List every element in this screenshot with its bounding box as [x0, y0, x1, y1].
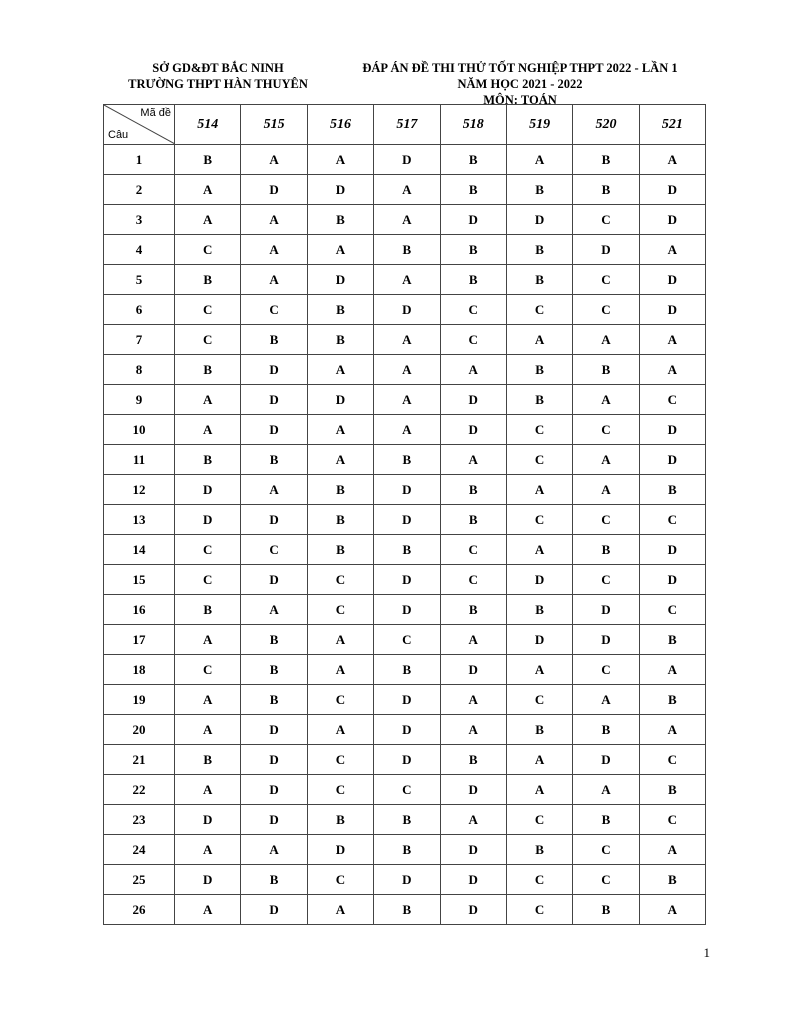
- answer-cell: C: [506, 295, 572, 325]
- table-row: [104, 805, 706, 835]
- question-number: 19: [104, 685, 175, 715]
- answer-cell: A: [241, 475, 307, 505]
- answer-cell: A: [241, 235, 307, 265]
- answer-cell: D: [639, 175, 705, 205]
- answer-cell: B: [440, 505, 506, 535]
- answer-cell: B: [506, 385, 572, 415]
- answer-cell: B: [639, 775, 705, 805]
- answer-cell: B: [639, 475, 705, 505]
- answer-cell: C: [175, 655, 241, 685]
- answer-cell: D: [241, 505, 307, 535]
- answer-cell: B: [175, 745, 241, 775]
- answer-cell: C: [573, 835, 639, 865]
- answer-cell: C: [506, 685, 572, 715]
- answer-cell: D: [440, 385, 506, 415]
- answer-cell: A: [374, 385, 440, 415]
- answer-cell: B: [573, 805, 639, 835]
- answer-cell: D: [241, 355, 307, 385]
- answer-cell: C: [639, 595, 705, 625]
- answer-cell: D: [241, 805, 307, 835]
- answer-cell: D: [175, 475, 241, 505]
- answer-cell: A: [307, 655, 373, 685]
- answer-cell: B: [506, 835, 572, 865]
- answer-cell: B: [307, 325, 373, 355]
- question-number: 26: [104, 895, 175, 925]
- exam-code-header: 514: [175, 105, 241, 145]
- answer-cell: B: [639, 625, 705, 655]
- question-number: 13: [104, 505, 175, 535]
- answer-cell: D: [241, 385, 307, 415]
- answer-cell: A: [241, 595, 307, 625]
- answer-cell: A: [175, 715, 241, 745]
- answer-cell: B: [573, 535, 639, 565]
- answer-cell: D: [374, 295, 440, 325]
- table-row: [104, 355, 706, 385]
- answer-cell: D: [573, 625, 639, 655]
- subject: MÔN: TOÁN: [483, 93, 557, 107]
- answer-cell: D: [506, 625, 572, 655]
- question-number: 20: [104, 715, 175, 745]
- answer-cell: D: [175, 805, 241, 835]
- answer-cell: B: [573, 895, 639, 925]
- table-row: [104, 865, 706, 895]
- answer-cell: D: [374, 565, 440, 595]
- answer-cell: A: [506, 745, 572, 775]
- exam-title: ĐÁP ÁN ĐỀ THI THỬ TỐT NGHIỆP THPT 2022 - LẦN 1: [362, 61, 678, 75]
- answer-cell: A: [241, 835, 307, 865]
- answer-cell: B: [175, 145, 241, 175]
- answer-cell: B: [374, 835, 440, 865]
- answer-cell: C: [374, 775, 440, 805]
- answer-cell: B: [506, 235, 572, 265]
- answer-cell: B: [374, 895, 440, 925]
- answer-cell: D: [440, 865, 506, 895]
- question-number: 9: [104, 385, 175, 415]
- question-number: 23: [104, 805, 175, 835]
- answer-cell: A: [374, 205, 440, 235]
- table-header-row: [104, 105, 706, 145]
- answer-cell: A: [506, 475, 572, 505]
- answer-cell: C: [241, 535, 307, 565]
- answer-cell: D: [241, 175, 307, 205]
- answer-cell: A: [506, 145, 572, 175]
- answer-cell: B: [175, 445, 241, 475]
- question-number: 6: [104, 295, 175, 325]
- school-name: TRƯỜNG THPT HÀN THUYÊN: [128, 77, 308, 91]
- answer-cell: B: [440, 235, 506, 265]
- answer-cell: C: [506, 445, 572, 475]
- school-header: [104, 60, 332, 92]
- answer-cell: C: [506, 865, 572, 895]
- table-row: [104, 535, 706, 565]
- answer-cell: D: [374, 475, 440, 505]
- table-row: [104, 565, 706, 595]
- answer-cell: A: [440, 445, 506, 475]
- answer-cell: D: [374, 685, 440, 715]
- answer-cell: B: [440, 475, 506, 505]
- corner-cell: [104, 105, 175, 145]
- answer-cell: A: [241, 205, 307, 235]
- answer-cell: C: [506, 895, 572, 925]
- answer-cell: D: [307, 175, 373, 205]
- answer-cell: A: [307, 625, 373, 655]
- answer-cell: C: [506, 505, 572, 535]
- answer-cell: A: [374, 415, 440, 445]
- exam-code-header: 521: [639, 105, 705, 145]
- answer-cell: B: [506, 595, 572, 625]
- answer-cell: D: [506, 565, 572, 595]
- table-row: [104, 715, 706, 745]
- table-row: [104, 775, 706, 805]
- question-number: 21: [104, 745, 175, 775]
- answer-cell: A: [639, 355, 705, 385]
- answer-cell: C: [573, 565, 639, 595]
- question-number: 14: [104, 535, 175, 565]
- answer-cell: D: [440, 205, 506, 235]
- answer-cell: A: [639, 235, 705, 265]
- answer-cell: B: [440, 175, 506, 205]
- answer-cell: A: [506, 325, 572, 355]
- question-number: 10: [104, 415, 175, 445]
- table-row: [104, 295, 706, 325]
- answer-cell: A: [307, 235, 373, 265]
- exam-code-label: Mã đề: [140, 107, 171, 119]
- answer-cell: A: [175, 625, 241, 655]
- question-number: 18: [104, 655, 175, 685]
- answer-cell: A: [175, 205, 241, 235]
- answer-cell: C: [307, 775, 373, 805]
- answer-cell: A: [639, 715, 705, 745]
- answer-cell: B: [307, 205, 373, 235]
- answer-cell: B: [241, 685, 307, 715]
- answer-cell: A: [175, 415, 241, 445]
- answer-cell: D: [374, 505, 440, 535]
- answer-cell: C: [506, 415, 572, 445]
- answer-cell: B: [440, 745, 506, 775]
- answer-cell: C: [175, 295, 241, 325]
- table-row: [104, 205, 706, 235]
- answer-cell: B: [573, 715, 639, 745]
- answer-cell: D: [374, 745, 440, 775]
- answer-cell: C: [374, 625, 440, 655]
- answer-cell: D: [175, 505, 241, 535]
- answer-cell: D: [440, 835, 506, 865]
- answer-cell: D: [241, 715, 307, 745]
- answer-cell: D: [374, 595, 440, 625]
- table-row: [104, 835, 706, 865]
- answer-cell: B: [241, 325, 307, 355]
- answer-cell: A: [506, 775, 572, 805]
- answer-cell: A: [440, 805, 506, 835]
- exam-code-header: 519: [506, 105, 572, 145]
- answer-cell: A: [573, 775, 639, 805]
- answer-cell: A: [307, 355, 373, 385]
- answer-cell: A: [639, 145, 705, 175]
- answer-cell: A: [241, 265, 307, 295]
- answer-cell: D: [639, 565, 705, 595]
- table-row: [104, 475, 706, 505]
- question-number: 7: [104, 325, 175, 355]
- table-row: [104, 505, 706, 535]
- table-row: [104, 625, 706, 655]
- answer-cell: C: [175, 325, 241, 355]
- answer-cell: C: [175, 565, 241, 595]
- answer-cell: A: [573, 385, 639, 415]
- answer-cell: D: [573, 595, 639, 625]
- answer-cell: B: [241, 445, 307, 475]
- answer-cell: B: [241, 655, 307, 685]
- answer-cell: C: [639, 505, 705, 535]
- answer-cell: B: [175, 265, 241, 295]
- department-name: SỞ GD&ĐT BẮC NINH: [152, 61, 284, 75]
- question-number: 22: [104, 775, 175, 805]
- answer-cell: A: [440, 685, 506, 715]
- table-row: [104, 895, 706, 925]
- answer-cell: B: [573, 175, 639, 205]
- answer-cell: C: [175, 235, 241, 265]
- table-row: [104, 265, 706, 295]
- exam-code-header: 515: [241, 105, 307, 145]
- question-label: Câu: [108, 129, 129, 141]
- answer-cell: A: [175, 175, 241, 205]
- answer-cell: B: [241, 625, 307, 655]
- answer-cell: D: [440, 415, 506, 445]
- answer-cell: D: [573, 745, 639, 775]
- question-number: 3: [104, 205, 175, 235]
- answer-cell: C: [440, 565, 506, 595]
- exam-code-header: 516: [307, 105, 373, 145]
- answer-cell: B: [374, 655, 440, 685]
- table-row: [104, 445, 706, 475]
- answer-cell: B: [639, 865, 705, 895]
- answer-cell: A: [374, 175, 440, 205]
- answer-cell: C: [175, 535, 241, 565]
- question-number: 5: [104, 265, 175, 295]
- answer-cell: C: [573, 205, 639, 235]
- answer-cell: D: [573, 235, 639, 265]
- answer-cell: A: [307, 145, 373, 175]
- answer-cell: A: [573, 445, 639, 475]
- answer-cell: A: [573, 325, 639, 355]
- answer-cell: A: [639, 325, 705, 355]
- answer-cell: B: [440, 265, 506, 295]
- question-number: 8: [104, 355, 175, 385]
- answer-cell: A: [506, 655, 572, 685]
- answer-cell: C: [639, 805, 705, 835]
- answer-cell: A: [639, 835, 705, 865]
- answer-cell: B: [506, 715, 572, 745]
- answer-cell: A: [440, 355, 506, 385]
- answer-cell: B: [175, 595, 241, 625]
- answer-cell: D: [639, 295, 705, 325]
- table-row: [104, 145, 706, 175]
- answer-cell: A: [440, 715, 506, 745]
- answer-cell: C: [573, 505, 639, 535]
- answer-cell: A: [506, 535, 572, 565]
- answer-cell: A: [175, 895, 241, 925]
- answer-cell: A: [573, 685, 639, 715]
- answer-cell: A: [307, 715, 373, 745]
- answer-cell: A: [374, 265, 440, 295]
- answer-cell: A: [573, 475, 639, 505]
- answer-cell: D: [307, 835, 373, 865]
- answer-cell: C: [307, 865, 373, 895]
- answer-cell: B: [506, 175, 572, 205]
- answer-cell: D: [506, 205, 572, 235]
- table-row: [104, 745, 706, 775]
- answer-cell: A: [175, 685, 241, 715]
- answer-cell: C: [440, 535, 506, 565]
- answer-cell: D: [241, 745, 307, 775]
- answer-cell: D: [241, 415, 307, 445]
- answer-rows: [104, 145, 706, 925]
- answer-cell: B: [573, 145, 639, 175]
- answer-cell: C: [573, 265, 639, 295]
- exam-code-header: 520: [573, 105, 639, 145]
- answer-cell: A: [175, 775, 241, 805]
- answer-cell: A: [374, 325, 440, 355]
- answer-cell: C: [440, 295, 506, 325]
- question-number: 11: [104, 445, 175, 475]
- table-row: [104, 685, 706, 715]
- question-number: 15: [104, 565, 175, 595]
- answer-cell: D: [175, 865, 241, 895]
- question-number: 24: [104, 835, 175, 865]
- answer-cell: A: [639, 655, 705, 685]
- answer-cell: B: [241, 865, 307, 895]
- question-number: 25: [104, 865, 175, 895]
- answer-cell: D: [241, 895, 307, 925]
- table-row: [104, 415, 706, 445]
- answer-cell: C: [307, 685, 373, 715]
- answer-cell: D: [374, 865, 440, 895]
- question-number: 16: [104, 595, 175, 625]
- answer-cell: D: [241, 565, 307, 595]
- answer-cell: C: [241, 295, 307, 325]
- question-number: 1: [104, 145, 175, 175]
- question-number: 17: [104, 625, 175, 655]
- question-number: 2: [104, 175, 175, 205]
- answer-cell: C: [573, 865, 639, 895]
- answer-cell: C: [639, 385, 705, 415]
- answer-cell: D: [374, 715, 440, 745]
- school-year: NĂM HỌC 2021 - 2022: [457, 77, 583, 91]
- answer-cell: B: [307, 295, 373, 325]
- answer-cell: B: [374, 805, 440, 835]
- answer-cell: A: [307, 415, 373, 445]
- exam-header: [340, 60, 700, 108]
- question-number: 4: [104, 235, 175, 265]
- answer-key-table: [103, 104, 706, 925]
- answer-cell: D: [639, 535, 705, 565]
- exam-code-header: 518: [440, 105, 506, 145]
- table-row: [104, 175, 706, 205]
- answer-cell: B: [506, 265, 572, 295]
- answer-cell: C: [307, 595, 373, 625]
- answer-cell: A: [241, 145, 307, 175]
- answer-cell: B: [374, 445, 440, 475]
- answer-cell: D: [639, 205, 705, 235]
- answer-cell: D: [440, 775, 506, 805]
- answer-cell: C: [573, 655, 639, 685]
- answer-cell: C: [307, 565, 373, 595]
- table-row: [104, 595, 706, 625]
- answer-cell: A: [175, 835, 241, 865]
- answer-cell: C: [307, 745, 373, 775]
- answer-cell: D: [639, 445, 705, 475]
- answer-cell: A: [374, 355, 440, 385]
- answer-cell: B: [506, 355, 572, 385]
- table-row: [104, 385, 706, 415]
- answer-cell: D: [307, 385, 373, 415]
- page-number: 1: [703, 945, 710, 960]
- answer-cell: D: [639, 265, 705, 295]
- answer-cell: C: [639, 745, 705, 775]
- table-row: [104, 235, 706, 265]
- answer-cell: A: [307, 445, 373, 475]
- answer-cell: B: [639, 685, 705, 715]
- exam-code-header: 517: [374, 105, 440, 145]
- answer-cell: B: [374, 535, 440, 565]
- answer-cell: A: [307, 895, 373, 925]
- answer-cell: B: [440, 145, 506, 175]
- answer-cell: D: [241, 775, 307, 805]
- answer-cell: D: [639, 415, 705, 445]
- table-row: [104, 325, 706, 355]
- answer-cell: D: [440, 895, 506, 925]
- answer-cell: D: [440, 655, 506, 685]
- answer-cell: B: [573, 355, 639, 385]
- answer-cell: B: [307, 805, 373, 835]
- table-row: [104, 655, 706, 685]
- answer-cell: B: [175, 355, 241, 385]
- answer-cell: B: [374, 235, 440, 265]
- question-number: 12: [104, 475, 175, 505]
- answer-cell: B: [440, 595, 506, 625]
- answer-cell: B: [307, 475, 373, 505]
- answer-cell: D: [307, 265, 373, 295]
- answer-cell: C: [440, 325, 506, 355]
- answer-cell: A: [639, 895, 705, 925]
- answer-cell: B: [307, 505, 373, 535]
- answer-cell: C: [573, 295, 639, 325]
- answer-cell: A: [440, 625, 506, 655]
- answer-cell: C: [506, 805, 572, 835]
- answer-cell: C: [573, 415, 639, 445]
- answer-cell: D: [374, 145, 440, 175]
- answer-cell: A: [175, 385, 241, 415]
- answer-cell: B: [307, 535, 373, 565]
